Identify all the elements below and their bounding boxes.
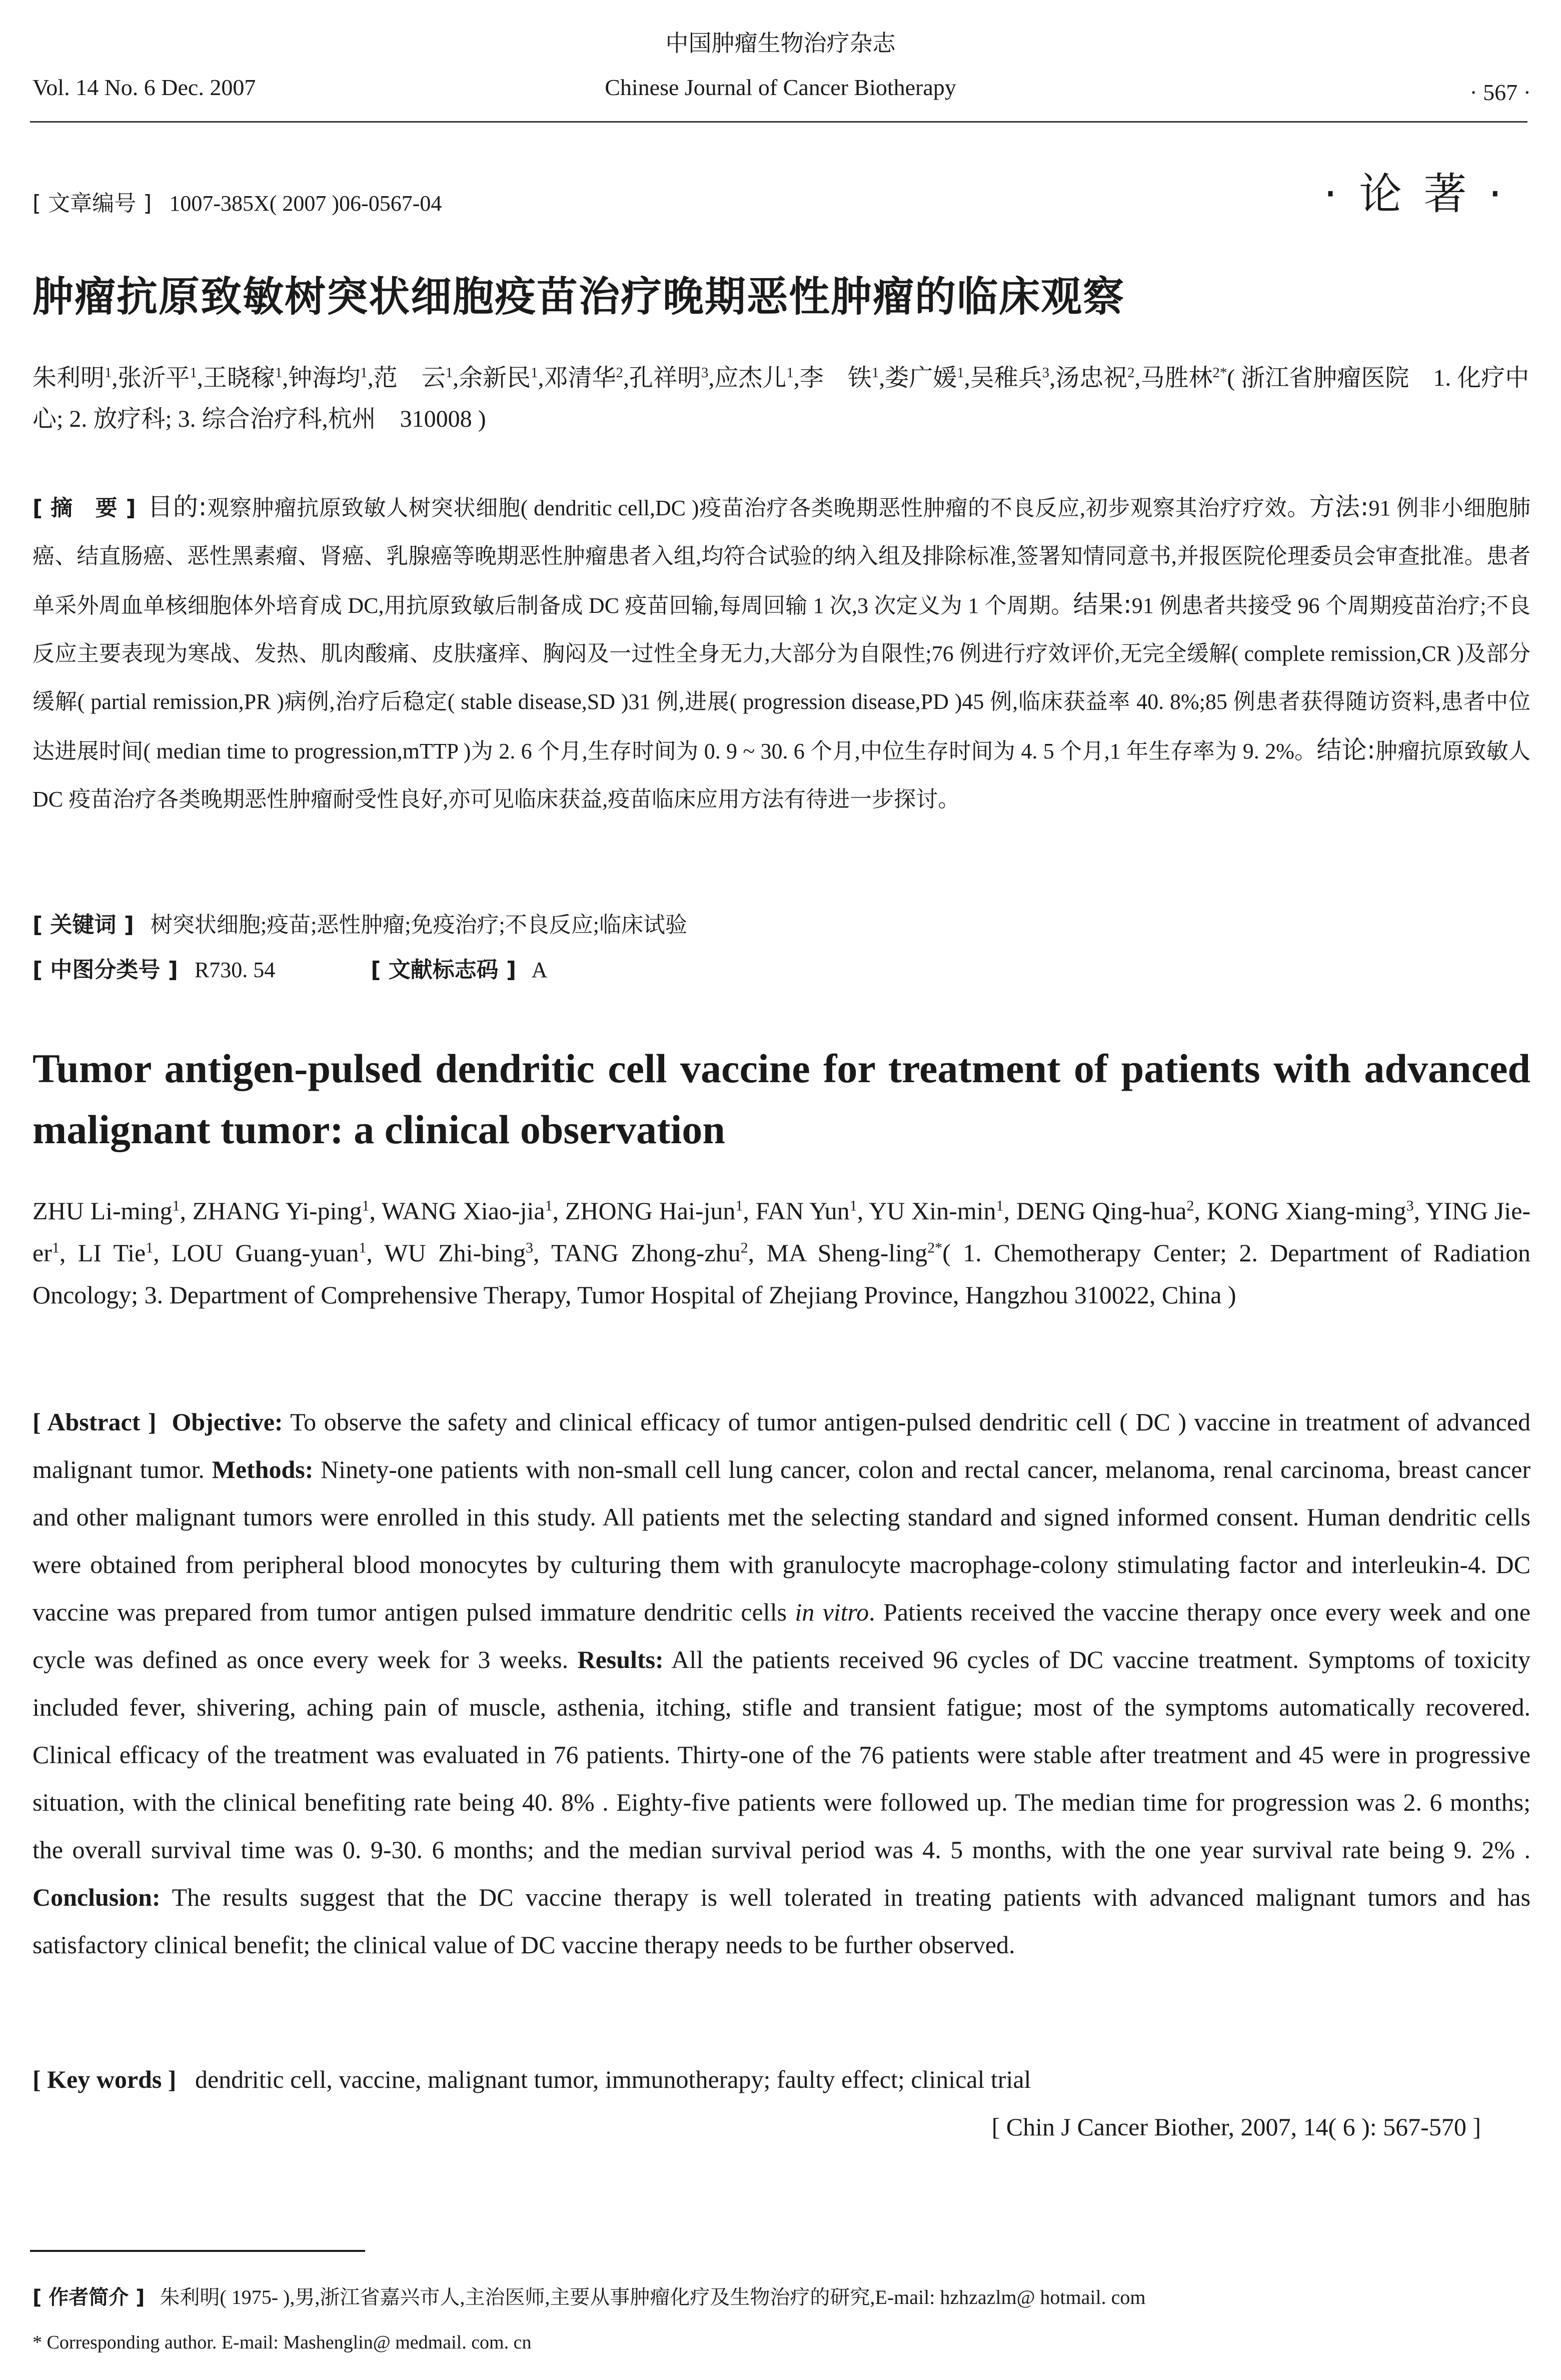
journal-name-en: Chinese Journal of Cancer Biotherapy xyxy=(605,75,956,100)
en-author-affiliation-mark: 1 xyxy=(359,1239,367,1256)
footnote-divider xyxy=(30,2250,365,2252)
cn-author: 孔祥明$^3$ xyxy=(629,365,709,391)
volume-info: Vol. 14 No. 6 Dec. 2007 xyxy=(33,75,256,100)
article-number-value: 1007-385X( 2007 )06-0567-04 xyxy=(169,191,442,216)
methods-en-italic: in vitro xyxy=(795,1598,869,1626)
cn-author-affiliation-mark: 1 xyxy=(871,365,879,381)
en-author-affiliation-mark: 3 xyxy=(1406,1197,1414,1214)
abstract-en xyxy=(33,1398,1530,1969)
author-bio xyxy=(33,2281,1146,2310)
cn-author-affiliation-mark: 1 xyxy=(531,365,538,381)
cn-author-affiliation-mark: 1 xyxy=(105,365,112,381)
methods-en-label: Methods: xyxy=(212,1455,314,1483)
cn-author: 李 铁$^1$ xyxy=(799,365,879,391)
authors-cn xyxy=(33,358,1530,440)
results-cn-text: 91 例患者共接受 96 个周期疫苗治疗;不良反应主要表现为寒战、发热、肌肉酸痛、皮肤瘙痒、胸闷及一过性全身无力,大部分为自限性;76 例进行疗效评价,无完全缓解( complete remission,CR )及部分缓解( partial remission,PR )病例,治疗后稳定( stable disease,SD )31 例,进展( progression disease,PD )45 例,临床获益率 40. 8%;85 例患者获得随访资料,患者中位达进展时间( median time to progression,mTTP )为 2. 6 个月,生存时间为 0. 9 ~ 30. 6 个月,中位生存时间为 4. 5 个月,1 年生存率为 9. 2%。 xyxy=(33,593,1530,763)
doc-code-label: [ 文献标志码 ] xyxy=(371,957,517,983)
cn-author: 余新民$^1$ xyxy=(459,365,538,391)
keywords-en xyxy=(33,2065,1530,2094)
cn-author: 王晓稼$^1$ xyxy=(203,365,283,391)
objective-en-label: Objective: xyxy=(172,1408,283,1436)
en-author: TANG Zhong-zhu$^2$ xyxy=(551,1239,748,1267)
en-author-affiliation-mark: 2 xyxy=(1186,1197,1194,1214)
cn-author-affiliation-mark: 1 xyxy=(957,365,964,381)
header-divider xyxy=(30,121,1527,123)
conclusion-cn-label: 结论: xyxy=(1316,735,1375,764)
cn-author-affiliation-mark: 2 xyxy=(616,365,623,381)
en-author: WANG Xiao-jia$^1$ xyxy=(381,1197,553,1225)
keywords-en-text: dendritic cell, vaccine, malignant tumor, immunotherapy; faulty effect; clinical trial xyxy=(195,2065,1031,2093)
en-author: ZHU Li-ming$^1$ xyxy=(33,1197,180,1225)
methods-en-text: Ninety-one patients with non-small cell lung cancer, colon and rectal cancer, melanoma, renal carcinoma, breast cancer and other malignant tumors were enrolled in this study. All patients met the selecting standard and signed informed consent. Human dendritic cells were obtained from peripheral blood monocytes by culturing them with granulocyte macrophage-colony stimulating factor and interleukin-4. DC vaccine was prepared from tumor antigen pulsed immature dendritic cells xyxy=(33,1455,1530,1626)
citation: [ Chin J Cancer Biother, 2007, 14( 6 ): 567-570 ] xyxy=(991,2113,1481,2141)
en-author-affiliation-mark: 1 xyxy=(996,1197,1004,1214)
clc-value: R730. 54 xyxy=(194,958,276,982)
en-author: LOU Guang-yuan$^1$ xyxy=(172,1239,367,1267)
methods-cn-text: 91 例非小细胞肺癌、结直肠癌、恶性黑素瘤、肾癌、乳腺癌等晚期恶性肿瘤患者入组,均符合试验的纳入组及排除标准,签署知情同意书,并报医院伦理委员会审查批准。患者单采外周血单核细胞体外培育成 DC,用抗原致敏后制备成 DC 疫苗回输,每周回输 1 次,3 次定义为 1 个周期。 xyxy=(33,496,1531,618)
en-author: YING Jie-$er^1$ xyxy=(33,1197,1531,1267)
en-author-affiliation-mark: 2* xyxy=(927,1239,943,1256)
en-author: DENG Qing-hua$^2$ xyxy=(1016,1197,1194,1225)
cn-author: 娄广媛$^1$ xyxy=(885,365,964,391)
cn-author: 马胜林$^{2*}$ xyxy=(1140,365,1227,391)
en-author-affiliation-mark: 1 xyxy=(52,1239,60,1256)
author-bio-text: 朱利明( 1975- ),男,浙江省嘉兴市人,主治医师,主要从事肿瘤化疗及生物治疗的研究,E-mail: hzhzazlm@ hotmail. com xyxy=(160,2286,1146,2308)
cn-author: 应杰儿$^1$ xyxy=(714,365,794,391)
journal-name-cn: 中国肿瘤生物治疗杂志 xyxy=(665,30,896,57)
cn-author-affiliation-mark: 1 xyxy=(190,365,197,381)
article-number xyxy=(33,185,442,217)
cn-author-affiliation-mark: 1 xyxy=(360,365,368,381)
keywords-cn xyxy=(33,907,1530,939)
author-list-en: ZHU Li-ming$^1$, ZHANG Yi-ping$^1$, WANG Xiao-jia$^1$, ZHONG Hai-jun$^1$, FAN Yun$^1$, YU Xin-$\min^1$, DENG Qing-hua$^2$, KONG Xiang-ming$^3$, YING Jie-$er^1$, LI Tie$^1$, LOU Guang-yuan$^1$, WU Zhi-bing$^3$, TANG Zhong-zhu$^2$, MA Sheng-ling$^{2*}$ xyxy=(33,1197,1531,1267)
title-cn: 肿瘤抗原致敏树突状细胞疫苗治疗晚期恶性肿瘤的临床观察 xyxy=(33,273,1125,321)
cn-author-affiliation-mark: 2 xyxy=(1127,365,1135,381)
title-en: Tumor antigen-pulsed dendritic cell vaccine for treatment of patients with advanced malignant tumor: a clinical observation xyxy=(33,1046,1530,1152)
abstract-cn-label: [ 摘 要 ] xyxy=(33,495,136,521)
abstract-cn xyxy=(33,483,1530,824)
objective-cn-text: 观察肿瘤抗原致敏人树突状细胞( dendritic cell,DC )疫苗治疗各类晚期恶性肿瘤的不良反应,初步观察其治疗疗效。 xyxy=(207,496,1310,520)
en-author: KONG Xiang-ming$^3$ xyxy=(1206,1197,1414,1225)
section-tag: · 论 著 · xyxy=(1323,169,1506,219)
en-author-affiliation-mark: 1 xyxy=(362,1197,370,1214)
en-author: FAN Yun$^1$ xyxy=(755,1197,857,1225)
results-en-text: All the patients received 96 cycles of DC vaccine treatment. Symptoms of toxicity included fever, shivering, aching pain of muscle, asthenia, itching, stifle and transient fatigue; most of the symptoms automatically recovered. Clinical efficacy of the treatment was evaluated in 76 patients. Thirty-one of the 76 patients were stable after treatment and 45 were in progressive situation, with the clinical benefiting rate being 40. 8% . Eighty-five patients were followed up. The median time for progression was 2. 6 months; the overall survival time was 0. 9-30. 6 months; and the median survival period was 4. 5 months, with the one year survival rate being 9. 2% . xyxy=(33,1646,1530,1864)
author-list-cn: 朱利明$^1$,张沂平$^1$,王晓稼$^1$,钟海均$^1$,范 云$^1$,余新民$^1$,邓清华$^2$,孔祥明$^3$,应杰儿$^1$,李 铁$^1$,娄广媛$^1$,吴稚兵$^3$,汤忠祝$^2$,马胜林$^{2*}$ xyxy=(33,365,1227,391)
cn-author: 钟海均$^1$ xyxy=(288,365,368,391)
clc-label: [ 中图分类号 ] xyxy=(33,957,178,983)
en-author-affiliation-mark: 1 xyxy=(146,1239,154,1256)
authors-en xyxy=(33,1190,1530,1316)
en-author-affiliation-mark: 1 xyxy=(735,1197,743,1214)
objective-cn-label: 目的: xyxy=(148,492,207,521)
corresponding-author: * Corresponding author. E-mail: Mashenglin@ medmail. com. cn xyxy=(33,2332,532,2353)
cn-author-affiliation-mark: 1 xyxy=(445,365,453,381)
affiliation-cn: ( 浙江省肿瘤医院 1. 化疗中心; 2. 放疗科; 3. 综合治疗科,杭州 310008 ) xyxy=(33,365,1529,432)
en-author: YU Xin-$\min^1$ xyxy=(869,1197,1004,1225)
en-author-affiliation-mark: 1 xyxy=(172,1197,180,1214)
results-en-label: Results: xyxy=(577,1646,664,1674)
conclusion-en-text: The results suggest that the DC vaccine therapy is well tolerated in treating patients with advanced malignant tumors and has satisfactory clinical benefit; the clinical value of DC vaccine therapy needs to be further observed. xyxy=(33,1883,1530,1959)
en-author: ZHANG Yi-ping$^1$ xyxy=(192,1197,370,1225)
cn-author: 邓清华$^2$ xyxy=(544,365,623,391)
classification xyxy=(33,952,1530,984)
cn-author-affiliation-mark: 2* xyxy=(1212,365,1227,381)
keywords-en-label: [ Key words ] xyxy=(33,2065,177,2093)
abstract-en-label: [ Abstract ] xyxy=(33,1408,157,1436)
methods-en-text-2: . Patients received the vaccine therapy once every week and one cycle was defined as once every week for 3 weeks. xyxy=(33,1598,1530,1674)
cn-author: 汤忠祝$^2$ xyxy=(1055,365,1135,391)
en-author-affiliation-mark: 1 xyxy=(545,1197,553,1214)
en-author: LI Tie$^1$ xyxy=(78,1239,154,1267)
en-author: MA Sheng-ling$^{2*}$ xyxy=(766,1239,943,1267)
cn-author: 吴稚兵$^3$ xyxy=(970,365,1050,391)
en-author-affiliation-mark: 1 xyxy=(849,1197,857,1214)
cn-author: 范 云$^1$ xyxy=(373,365,453,391)
author-bio-label: [ 作者简介 ] xyxy=(33,2286,145,2309)
cn-author-affiliation-mark: 1 xyxy=(275,365,283,381)
en-author-affiliation-mark: 3 xyxy=(526,1239,534,1256)
cn-author: 朱利明$^1$ xyxy=(33,365,112,391)
en-author: ZHONG Hai-jun$^1$ xyxy=(565,1197,743,1225)
objective-en-text: To observe the safety and clinical efficacy of tumor antigen-pulsed dendritic cell ( DC ) vaccine in treatment of advanced malignant tumor. xyxy=(33,1408,1531,1483)
cn-author-affiliation-mark: 1 xyxy=(786,365,794,381)
page-number: · 567 · xyxy=(1469,80,1531,105)
results-cn-label: 结果: xyxy=(1073,590,1132,619)
cn-author-affiliation-mark: 3 xyxy=(1042,365,1050,381)
keywords-cn-text: 树突状细胞;疫苗;恶性肿瘤;免疫治疗;不良反应;临床试验 xyxy=(150,913,687,937)
doc-code-value: A xyxy=(531,958,548,982)
en-author: WU Zhi-bing$^3$ xyxy=(384,1239,534,1267)
affiliation-en: ( 1. Chemotherapy Center; 2. Department of Radiation Oncology; 3. Department of Comprehensive Therapy, Tumor Hospital of Zhejiang Province, Hangzhou 310022, China ) xyxy=(33,1239,1531,1309)
cn-author: 张沂平$^1$ xyxy=(118,365,197,391)
en-author-affiliation-mark: 2 xyxy=(740,1239,748,1256)
keywords-cn-label: [ 关键词 ] xyxy=(33,912,134,938)
conclusion-cn-text: 肿瘤抗原致敏人 DC 疫苗治疗各类晚期恶性肿瘤耐受性良好,亦可见临床获益,疫苗临床应用方法有待进一步探讨。 xyxy=(33,739,1530,812)
conclusion-en-label: Conclusion: xyxy=(33,1883,161,1911)
article-number-label: [ 文章编号 ] xyxy=(33,191,152,216)
methods-cn-label: 方法: xyxy=(1309,492,1369,521)
cn-author-affiliation-mark: 3 xyxy=(701,365,709,381)
